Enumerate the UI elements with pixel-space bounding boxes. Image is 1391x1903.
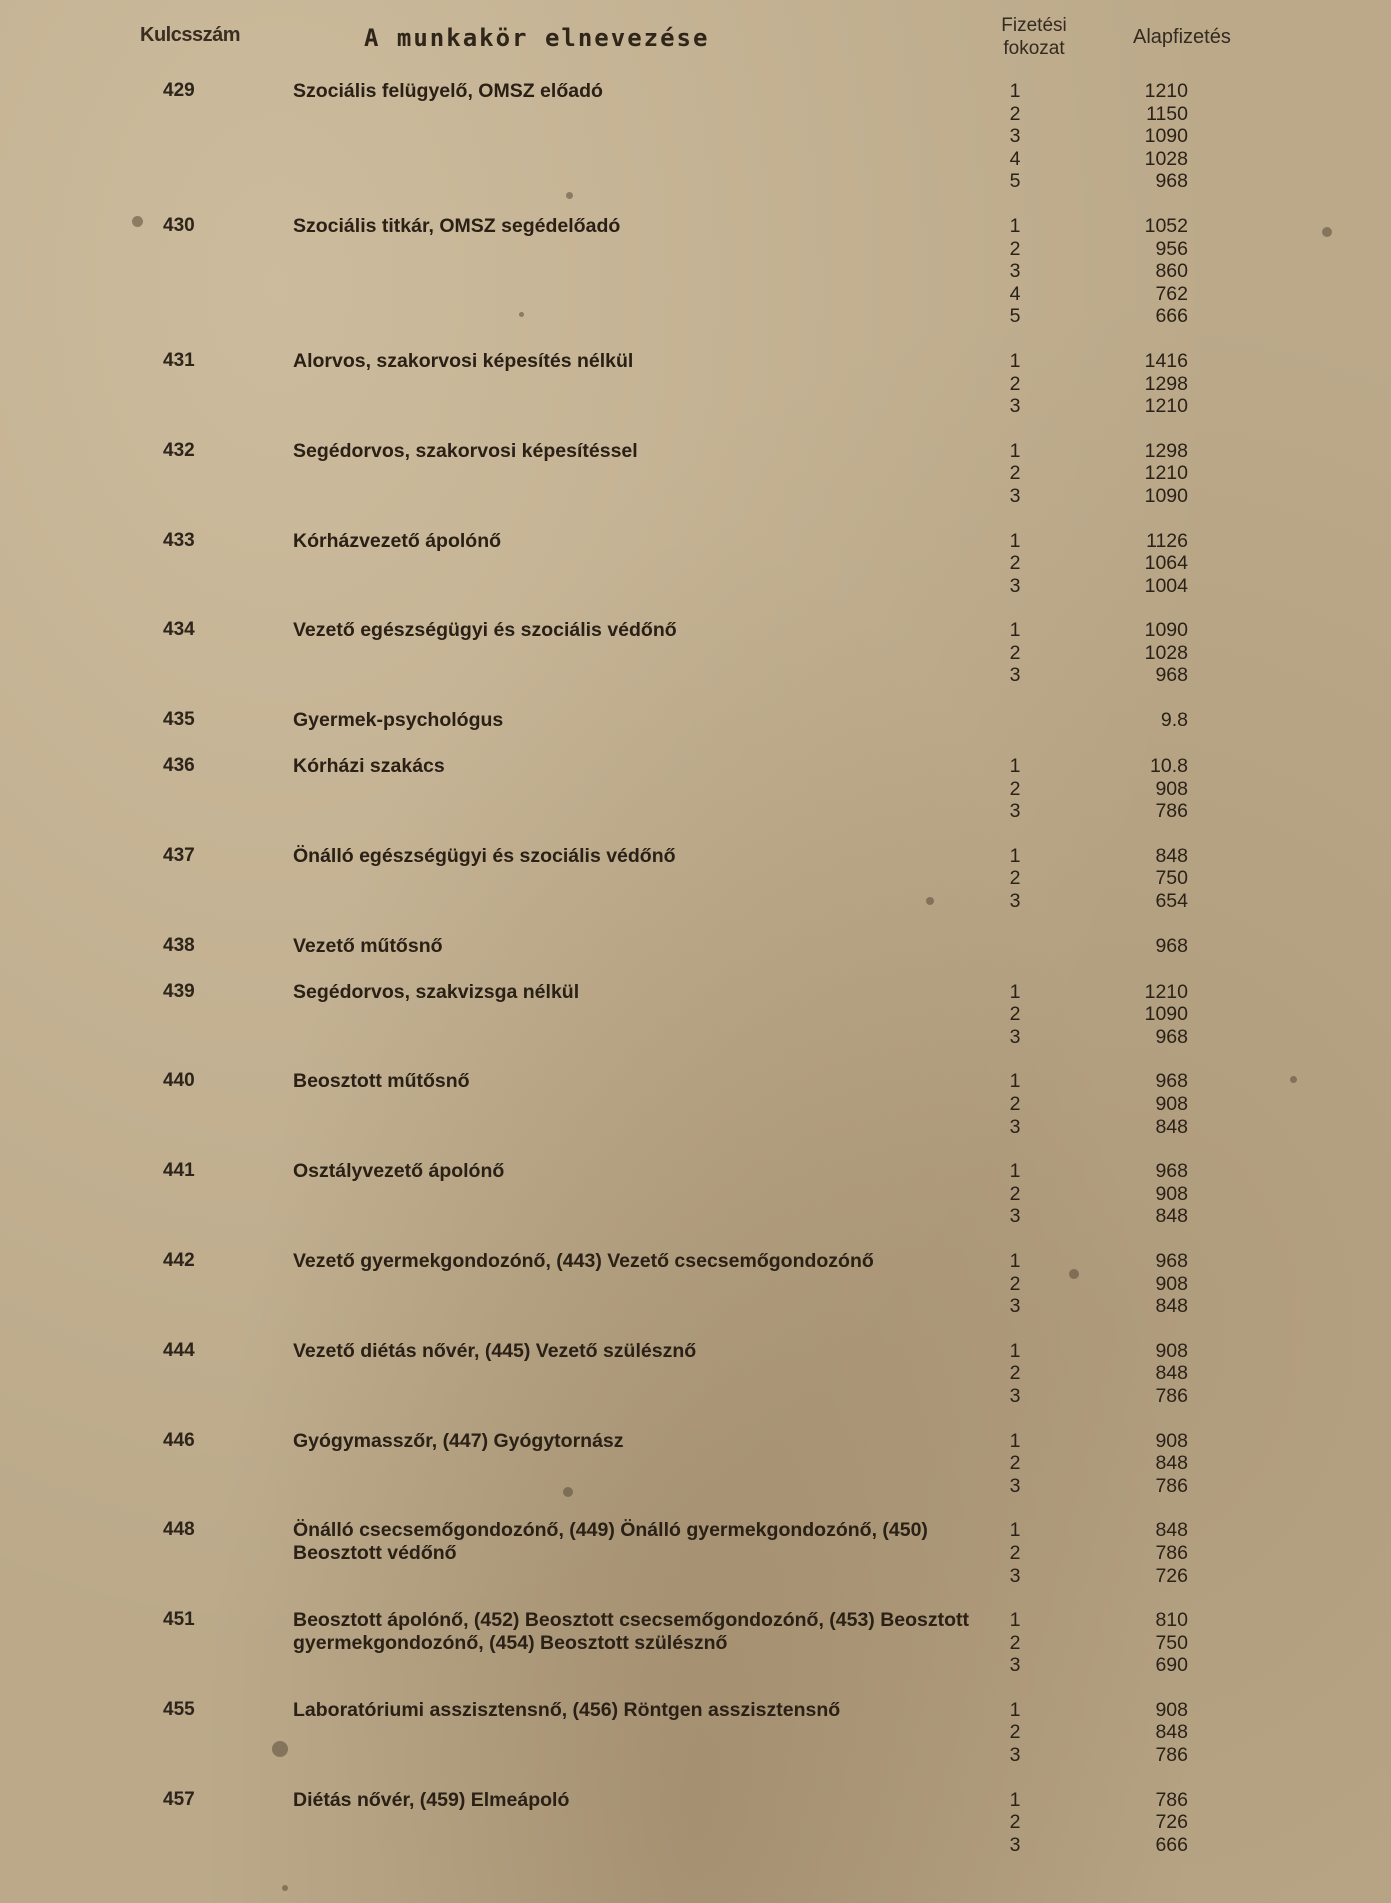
pay-scale-row — [980, 1093, 1250, 1116]
key-number: 429 — [163, 80, 195, 101]
base-salary: 786 — [1155, 800, 1188, 823]
job-entry — [0, 709, 1391, 733]
pay-scale-row — [980, 462, 1250, 485]
base-salary: 1210 — [1144, 395, 1188, 418]
job-title: Segédorvos, szakvizsga nélkül — [293, 980, 580, 1003]
pay-scale-row — [980, 170, 1250, 193]
pay-scale-row — [980, 1609, 1250, 1632]
pay-grade: 3 — [1009, 1654, 1021, 1677]
pay-scale-row — [980, 1452, 1250, 1475]
pay-scale — [980, 755, 1250, 823]
pay-grade: 2 — [1009, 372, 1021, 395]
pay-grade: 1 — [1009, 1249, 1021, 1272]
pay-scale — [980, 845, 1250, 913]
pay-grade: 1 — [1009, 980, 1021, 1003]
job-title: Beosztott ápolónő, (452) Beosztott csecsemőgondozónő, (453) Beosztott gyermekgondozónő, (454) Beosztott szülésznő — [293, 1609, 970, 1654]
pay-scale-row — [980, 1003, 1250, 1026]
base-salary: 9.8 — [1160, 709, 1188, 732]
base-salary: 860 — [1155, 260, 1188, 283]
base-salary: 848 — [1155, 1452, 1188, 1475]
job-title: Laboratóriumi asszisztensnő, (456) Röntgen asszisztensnő — [293, 1698, 841, 1721]
pay-grade — [980, 935, 1050, 958]
base-salary: 968 — [1155, 170, 1188, 193]
pay-scale — [980, 1699, 1250, 1767]
pay-grade: 2 — [1009, 1452, 1021, 1475]
base-salary: 908 — [1155, 777, 1188, 800]
paper-speck — [1290, 1076, 1297, 1083]
base-salary: 750 — [1155, 1631, 1188, 1654]
pay-scale-row — [980, 80, 1250, 103]
pay-scale-row — [980, 530, 1250, 553]
base-salary: 968 — [1155, 664, 1188, 687]
pay-scale-row — [980, 350, 1250, 373]
pay-grade: 1 — [1009, 844, 1021, 867]
pay-grade: 2 — [1009, 1811, 1021, 1834]
pay-scale-row — [980, 935, 1250, 958]
job-title: Vezető diétás nővér, (445) Vezető szülésznő — [293, 1339, 697, 1362]
pay-grade: 2 — [1009, 867, 1021, 890]
base-salary: 908 — [1155, 1429, 1188, 1452]
base-salary: 666 — [1155, 305, 1188, 328]
pay-scale-row — [980, 1295, 1250, 1318]
base-salary: 908 — [1155, 1339, 1188, 1362]
key-number: 457 — [163, 1788, 195, 1810]
job-title: Szociális felügyelő, OMSZ előadó — [293, 80, 603, 102]
base-salary: 786 — [1155, 1474, 1188, 1497]
pay-scale-row — [980, 1362, 1250, 1385]
pay-scale-row — [980, 1721, 1250, 1744]
pay-grade: 1 — [1009, 439, 1021, 462]
pay-grade: 3 — [1009, 1115, 1021, 1138]
pay-scale — [980, 1519, 1250, 1587]
job-entry — [0, 1340, 1391, 1408]
pay-grade: 1 — [1009, 619, 1021, 642]
base-salary: 786 — [1155, 1744, 1188, 1767]
base-salary: 908 — [1155, 1698, 1188, 1721]
pay-scale — [980, 1609, 1250, 1677]
base-salary: 750 — [1155, 867, 1188, 890]
pay-grade: 1 — [1009, 1788, 1021, 1811]
pay-scale-row — [980, 1475, 1250, 1498]
pay-grade: 1 — [1009, 755, 1021, 778]
pay-grade-header — [984, 14, 1084, 60]
job-title: Kórházvezető ápolónő — [293, 529, 502, 552]
pay-grade: 2 — [1009, 552, 1021, 575]
pay-scale-row — [980, 1116, 1250, 1139]
pay-grade: 3 — [1009, 1744, 1021, 1767]
pay-grade: 2 — [1009, 1631, 1021, 1654]
paper-speck — [566, 192, 573, 199]
pay-scale-row — [980, 552, 1250, 575]
pay-scale — [980, 1250, 1250, 1318]
key-number: 433 — [163, 529, 195, 551]
paper-speck — [1322, 227, 1332, 237]
pay-grade: 3 — [1009, 1474, 1021, 1497]
key-number: 430 — [163, 214, 195, 236]
pay-scale-row — [980, 1205, 1250, 1228]
job-entry — [0, 1430, 1391, 1498]
pay-grade: 5 — [1009, 170, 1021, 193]
base-salary: 10.8 — [1150, 755, 1188, 778]
pay-scale-row — [980, 664, 1250, 687]
pay-scale-row — [980, 890, 1250, 913]
base-salary: 1064 — [1144, 552, 1188, 575]
job-title: Gyógymasszőr, (447) Gyógytornász — [293, 1429, 624, 1452]
pay-scale-row — [980, 778, 1250, 801]
pay-scale-row — [980, 1789, 1250, 1812]
pay-scale — [980, 350, 1250, 418]
pay-scale-row — [980, 1654, 1250, 1677]
paper-speck — [926, 897, 934, 905]
base-salary: 848 — [1155, 844, 1188, 867]
pay-scale-row — [980, 1565, 1250, 1588]
job-title: Vezető gyermekgondozónő, (443) Vezető csecsemőgondozónő — [293, 1249, 874, 1272]
job-title: Kórházi szakács — [293, 755, 445, 778]
pay-scale-row — [980, 1834, 1250, 1857]
job-table-body — [0, 80, 1391, 1878]
pay-scale — [980, 215, 1250, 328]
pay-scale-row — [980, 283, 1250, 306]
job-title: Önálló csecsemőgondozónő, (449) Önálló gyermekgondozónő, (450) Beosztott védőnő — [293, 1519, 928, 1564]
pay-scale-row — [980, 1430, 1250, 1453]
pay-scale-row — [980, 845, 1250, 868]
base-salary: 848 — [1155, 1721, 1188, 1744]
paper-speck — [1069, 1269, 1079, 1279]
base-salary: 848 — [1155, 1115, 1188, 1138]
job-title: Szociális titkár, OMSZ segédelőadó — [293, 214, 621, 237]
job-entry — [0, 350, 1391, 418]
pay-grade: 2 — [1009, 462, 1021, 485]
pay-scale-row — [980, 981, 1250, 1004]
pay-grade: 2 — [1009, 1362, 1021, 1385]
base-salary: 968 — [1155, 1070, 1188, 1093]
table-header — [0, 0, 1391, 70]
job-title: Diétás nővér, (459) Elmeápoló — [293, 1788, 570, 1811]
job-entry — [0, 440, 1391, 508]
pay-scale-row — [980, 1744, 1250, 1767]
pay-scale — [980, 1430, 1250, 1498]
paper-speck — [563, 1487, 573, 1497]
pay-grade: 3 — [1009, 260, 1021, 283]
pay-scale-row — [980, 1340, 1250, 1363]
key-number: 444 — [163, 1339, 195, 1361]
pay-grade: 3 — [1009, 125, 1021, 148]
pay-scale-row — [980, 619, 1250, 642]
key-number: 451 — [163, 1609, 195, 1631]
key-number: 437 — [163, 844, 195, 866]
pay-scale — [980, 440, 1250, 508]
pay-scale-row — [980, 1250, 1250, 1273]
base-salary: 908 — [1155, 1272, 1188, 1295]
pay-scale — [980, 935, 1250, 958]
pay-grade: 1 — [1009, 1070, 1021, 1093]
pay-scale — [980, 619, 1250, 687]
pay-grade: 3 — [1009, 1833, 1021, 1856]
pay-scale-row — [980, 1542, 1250, 1565]
job-title: Önálló egészségügyi és szociális védőnő — [293, 844, 676, 867]
pay-grade: 2 — [1009, 1093, 1021, 1115]
base-salary: 762 — [1155, 282, 1188, 305]
base-salary: 1090 — [1144, 1003, 1188, 1026]
base-salary: 1150 — [1146, 102, 1188, 125]
pay-grade: 1 — [1009, 214, 1021, 237]
base-salary: 1210 — [1144, 462, 1188, 485]
pay-grade: 2 — [1009, 777, 1021, 800]
job-entry — [0, 1519, 1391, 1587]
job-title-header: A munkakör elnevezése — [364, 24, 710, 52]
base-salary: 810 — [1155, 1609, 1188, 1632]
pay-scale-row — [980, 125, 1250, 148]
pay-scale — [980, 530, 1250, 598]
pay-grade: 3 — [1009, 395, 1021, 418]
pay-grade: 1 — [1009, 529, 1021, 552]
paper-speck — [272, 1741, 288, 1757]
pay-grade: 1 — [1009, 1339, 1021, 1362]
key-number: 435 — [163, 709, 195, 731]
base-salary: 1028 — [1144, 147, 1188, 170]
pay-scale-row — [980, 642, 1250, 665]
pay-scale-row — [980, 709, 1250, 732]
pay-scale-row — [980, 867, 1250, 890]
job-entry — [0, 1699, 1391, 1767]
key-number: 431 — [163, 349, 195, 371]
base-salary: 1210 — [1144, 980, 1188, 1003]
base-salary: 1416 — [1144, 349, 1188, 372]
pay-scale-row — [980, 1273, 1250, 1296]
job-entry — [0, 530, 1391, 598]
pay-grade: 1 — [1009, 1609, 1021, 1632]
job-title: Segédorvos, szakorvosi képesítéssel — [293, 439, 638, 462]
pay-grade: 3 — [1009, 890, 1021, 913]
key-number: 455 — [163, 1698, 195, 1720]
pay-grade: 1 — [1009, 1698, 1021, 1721]
pay-grade: 2 — [1009, 641, 1021, 664]
base-salary: 1090 — [1144, 484, 1188, 507]
pay-grade: 2 — [1009, 1003, 1021, 1026]
job-entry — [0, 981, 1391, 1049]
base-salary: 1004 — [1144, 574, 1188, 597]
job-entry — [0, 845, 1391, 913]
job-entry — [0, 215, 1391, 328]
pay-scale-row — [980, 238, 1250, 261]
base-salary: 848 — [1155, 1519, 1188, 1542]
pay-scale-row — [980, 1385, 1250, 1408]
pay-grade: 2 — [1009, 1721, 1021, 1744]
job-title: Alorvos, szakorvosi képesítés nélkül — [293, 349, 634, 372]
pay-grade: 1 — [1009, 1429, 1021, 1452]
pay-grade: 3 — [1009, 1564, 1021, 1587]
key-number: 434 — [163, 619, 195, 641]
base-salary: 1090 — [1144, 619, 1188, 642]
base-salary: 956 — [1155, 237, 1188, 260]
pay-scale-row — [980, 260, 1250, 283]
pay-scale — [980, 1070, 1250, 1138]
base-salary: 1298 — [1144, 439, 1188, 462]
base-salary: 786 — [1155, 1541, 1188, 1564]
base-salary: 666 — [1155, 1833, 1188, 1856]
job-entry — [0, 619, 1391, 687]
base-salary: 848 — [1155, 1362, 1188, 1385]
base-salary: 1052 — [1144, 214, 1188, 237]
base-salary: 968 — [1155, 1249, 1188, 1272]
job-entry — [0, 935, 1391, 959]
base-salary: 968 — [1155, 934, 1188, 957]
job-entry — [0, 1789, 1391, 1857]
pay-scale-row — [980, 440, 1250, 463]
pay-scale — [980, 1789, 1250, 1857]
pay-scale-row — [980, 215, 1250, 238]
pay-grade: 2 — [1009, 1272, 1021, 1295]
job-entry — [0, 1070, 1391, 1138]
pay-grade: 2 — [1009, 1182, 1021, 1205]
base-salary: 1126 — [1146, 529, 1188, 552]
pay-grade: 3 — [1009, 1025, 1021, 1048]
key-number-header: Kulcsszám — [140, 24, 240, 46]
pay-scale-row — [980, 103, 1250, 126]
base-salary: 786 — [1155, 1788, 1188, 1811]
base-salary: 848 — [1155, 1205, 1188, 1228]
pay-scale-row — [980, 575, 1250, 598]
pay-scale — [980, 1160, 1250, 1228]
pay-grade: 1 — [1009, 1160, 1021, 1183]
pay-grade: 3 — [1009, 1384, 1021, 1407]
job-entry — [0, 755, 1391, 823]
job-title: Gyermek-psychológus — [293, 709, 504, 732]
job-title: Vezető egészségügyi és szociális védőnő — [293, 619, 677, 642]
pay-grade: 3 — [1009, 1295, 1021, 1318]
pay-scale — [980, 709, 1250, 732]
job-title: Osztályvezető ápolónő — [293, 1160, 505, 1183]
pay-scale-row — [980, 1070, 1250, 1093]
base-salary: 848 — [1155, 1295, 1188, 1318]
pay-scale-row — [980, 373, 1250, 396]
base-salary: 726 — [1155, 1564, 1188, 1587]
pay-grade: 3 — [1009, 1205, 1021, 1228]
paper-speck — [519, 312, 524, 317]
pay-scale — [980, 80, 1250, 193]
pay-scale — [980, 981, 1250, 1049]
job-entry — [0, 1160, 1391, 1228]
pay-grade-header-line1: Fizetési — [1001, 15, 1067, 36]
pay-scale-row — [980, 1026, 1250, 1049]
base-salary: 690 — [1155, 1654, 1188, 1677]
pay-scale-row — [980, 1699, 1250, 1722]
base-salary: 968 — [1155, 1160, 1188, 1183]
key-number: 446 — [163, 1429, 195, 1451]
pay-grade: 3 — [1009, 574, 1021, 597]
pay-scale-row — [980, 1160, 1250, 1183]
pay-scale-row — [980, 148, 1250, 171]
base-salary: 654 — [1155, 890, 1188, 913]
pay-scale-row — [980, 395, 1250, 418]
base-salary-header: Alapfizetés — [1133, 26, 1231, 48]
pay-scale-row — [980, 485, 1250, 508]
pay-scale-row — [980, 305, 1250, 328]
pay-grade: 2 — [1009, 102, 1021, 125]
pay-scale-row — [980, 1632, 1250, 1655]
key-number: 432 — [163, 439, 195, 461]
base-salary: 1028 — [1144, 641, 1188, 664]
pay-grade: 3 — [1009, 664, 1021, 687]
pay-scale-row — [980, 800, 1250, 823]
base-salary: 1210 — [1144, 80, 1188, 102]
pay-grade-header-line2: fokozat — [1003, 38, 1065, 59]
key-number: 439 — [163, 980, 195, 1002]
pay-grade: 1 — [1009, 1519, 1021, 1542]
job-entry — [0, 1609, 1391, 1677]
pay-grade — [980, 709, 1050, 732]
pay-grade: 1 — [1009, 80, 1021, 102]
pay-grade: 2 — [1009, 1541, 1021, 1564]
key-number: 442 — [163, 1249, 195, 1271]
base-salary: 786 — [1155, 1384, 1188, 1407]
key-number: 438 — [163, 934, 195, 956]
paper-speck — [282, 1885, 288, 1891]
base-salary: 1298 — [1144, 372, 1188, 395]
base-salary: 968 — [1155, 1025, 1188, 1048]
pay-grade: 2 — [1009, 237, 1021, 260]
key-number: 436 — [163, 755, 195, 777]
job-entry — [0, 80, 1391, 193]
key-number: 440 — [163, 1070, 195, 1092]
base-salary: 1090 — [1144, 125, 1188, 148]
pay-grade: 1 — [1009, 349, 1021, 372]
pay-scale — [980, 1340, 1250, 1408]
job-title: Vezető műtősnő — [293, 934, 443, 957]
job-entry — [0, 1250, 1391, 1318]
base-salary: 726 — [1155, 1811, 1188, 1834]
job-title: Beosztott műtősnő — [293, 1070, 470, 1093]
key-number: 441 — [163, 1160, 195, 1182]
pay-grade: 4 — [1009, 147, 1021, 170]
pay-scale-row — [980, 1519, 1250, 1542]
pay-scale-row — [980, 755, 1250, 778]
pay-grade: 5 — [1009, 305, 1021, 328]
pay-scale-row — [980, 1811, 1250, 1834]
base-salary: 908 — [1155, 1093, 1188, 1115]
key-number: 448 — [163, 1519, 195, 1541]
pay-grade: 3 — [1009, 800, 1021, 823]
base-salary: 908 — [1155, 1182, 1188, 1205]
pay-grade: 3 — [1009, 484, 1021, 507]
paper-speck — [132, 216, 143, 227]
pay-scale-row — [980, 1183, 1250, 1206]
pay-grade: 4 — [1009, 282, 1021, 305]
